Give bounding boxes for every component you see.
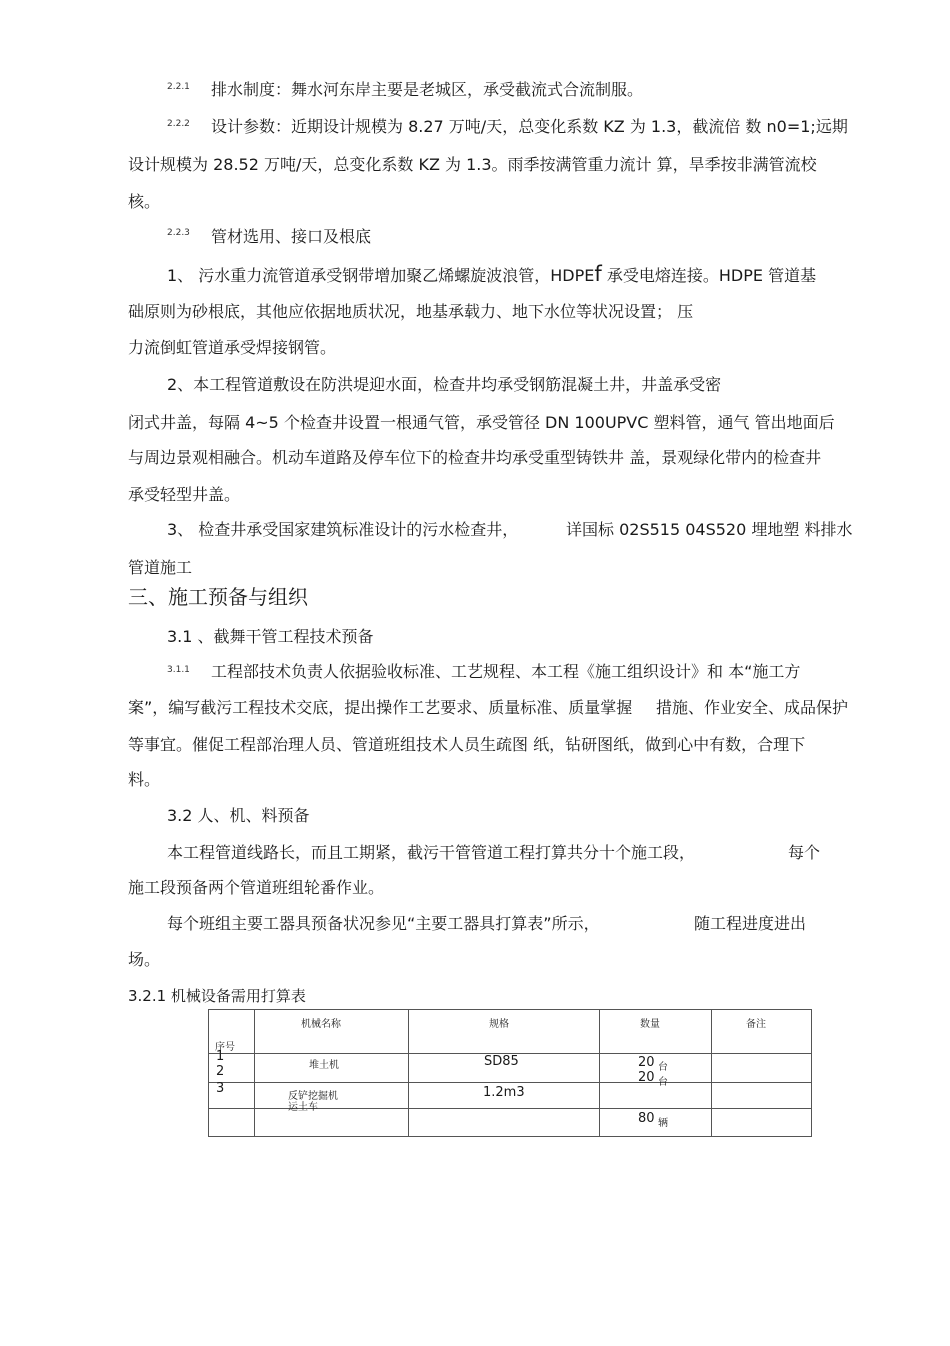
header-cell-qty <box>600 1010 712 1054</box>
header-qty: 数量 <box>640 1019 660 1030</box>
paragraph-3-1-1-line-4: 料。 <box>128 770 161 789</box>
item-1-text-b: 承受电熔连接。HDPE 管道基 <box>601 266 817 285</box>
seq-3: 3 <box>216 1081 225 1096</box>
paragraph-3-2-a-text-a: 本工程管道线路长，而且工期紧，截污干管管道工程打算共分十个施工段， <box>167 843 696 862</box>
paragraph-3-2-b-text-a: 每个班组主要工器具预备状况参见“主要工器具打算表”所示， <box>167 914 600 933</box>
header-cell-spec <box>409 1010 600 1054</box>
section-number-2-2-1: 2.2.1 <box>167 82 190 92</box>
seq-2: 2 <box>216 1064 225 1079</box>
qty-3-unit: 辆 <box>658 1118 668 1129</box>
paragraph-3-2-a-line-2: 施工段预备两个管道班组轮番作业。 <box>128 878 385 897</box>
item-3-text-a: 3、 检查井承受国家建筑标准设计的污水检查井， <box>167 520 519 539</box>
qty-2-unit: 台 <box>658 1077 668 1088</box>
header-cell-seq <box>209 1010 255 1054</box>
paragraph-3-2-b-text-b: 随工程进度进出 <box>694 914 807 933</box>
paragraph-3-2-a-text-b: 每个 <box>788 843 821 862</box>
spec-sd85: SD85 <box>484 1054 519 1069</box>
name-dump-truck: 运土车 <box>288 1102 318 1113</box>
item-2-line-1: 2、本工程管道敷设在防洪堤迎水面，检查井均承受钢筋混凝土井，井盖承受密 <box>167 375 722 394</box>
paragraph-design-params-line-2: 设计规模为 28.52 万吨/天，总变化系数 KZ 为 1.3。雨季按满管重力流计 算，旱季按非满管流校 <box>128 155 817 174</box>
table-row <box>209 1109 812 1137</box>
header-note: 备注 <box>746 1019 766 1030</box>
item-3-text-b: 详国标 02S515 04S520 埋地塑 料排水 <box>566 520 853 539</box>
item-1-line-1 <box>167 264 816 286</box>
table-header-row <box>209 1010 812 1054</box>
paragraph-design-params-line-1: 设计参数：近期设计规模为 8.27 万吨/天，总变化系数 KZ 为 1.3，截流倍 数 n0=1;远期 <box>211 117 848 136</box>
item-2-line-3: 与周边景观相融合。机动车道路及停车位下的检查井均承受重型铸铁井 盖，景观绿化带内的检查井 <box>128 448 822 467</box>
paragraph-3-1-1-line-3: 等事宜。催促工程部治理人员、管道班组技术人员生疏图 纸，钻研图纸，做到心中有数，合理下 <box>128 735 806 754</box>
item-1-text-a: 1、 污水重力流管道承受钢带增加聚乙烯螺旋波浪管，HDPE <box>167 266 595 285</box>
subheading-3-2: 3.2 人、机、料预备 <box>167 806 310 825</box>
item-1-line-3: 力流倒虹管道承受焊接钢管。 <box>128 338 337 357</box>
header-seq: 序号 <box>215 1042 235 1053</box>
qty-1-unit: 台 <box>658 1062 668 1073</box>
item-3-line-2: 管道施工 <box>128 558 193 577</box>
paragraph-3-2-b-line-2: 场。 <box>128 950 161 969</box>
header-cell-note <box>712 1010 812 1054</box>
name-backhoe: 反铲挖掘机 <box>288 1091 338 1102</box>
name-bulldozer: 堆土机 <box>309 1060 339 1071</box>
item-2-line-2: 闭式井盖，每隔 4~5 个检查井设置一根通气管，承受管径 DN 100UPVC 塑料管，通气 管出地面后 <box>128 413 835 432</box>
qty-3-num: 80 <box>638 1111 655 1126</box>
table-caption: 3.2.1 机械设备需用打算表 <box>128 987 306 1005</box>
item-2-line-4: 承受轻型井盖。 <box>128 485 241 504</box>
paragraph-3-1-1-line-2a: 案”，编写截污工程技术交底，提出操作工艺要求、质量标准、质量掌握 <box>128 698 633 717</box>
header-cell-name <box>255 1010 409 1054</box>
section-number-2-2-3: 2.2.3 <box>167 228 190 238</box>
paragraph-3-1-1-line-1: 工程部技术负责人依据验收标准、工艺规程、本工程《施工组织设计》和 本“施工方 <box>211 662 801 681</box>
subheading-pipe-materials: 管材选用、接口及根底 <box>211 227 372 246</box>
machinery-table <box>208 1009 812 1137</box>
subheading-3-1: 3.1 、截舞干管工程技术预备 <box>167 627 374 646</box>
heading-construction-preparation: 三、施工预备与组织 <box>128 585 308 609</box>
table-row <box>209 1054 812 1083</box>
paragraph-3-1-1-line-2b: 措施、作业安全、成品保护 <box>656 698 849 717</box>
spec-1-2m3: 1.2m3 <box>483 1085 525 1100</box>
paragraph-design-params-line-3: 核。 <box>128 192 161 211</box>
section-number-2-2-2: 2.2.2 <box>167 119 190 129</box>
table-row <box>209 1083 812 1109</box>
qty-2-num: 20 <box>638 1070 655 1085</box>
header-spec: 规格 <box>489 1019 509 1030</box>
qty-1-num: 20 <box>638 1055 655 1070</box>
section-number-3-1-1: 3.1.1 <box>167 665 190 675</box>
seq-1: 1 <box>216 1049 225 1064</box>
item-1-line-2: 础原则为砂根底，其他应依据地质状况，地基承载力、地下水位等状况设置； 压 <box>128 302 694 321</box>
item-1-superscript-f: f <box>594 262 602 286</box>
paragraph-drainage-system: 排水制度：舞水河东岸主要是老城区，承受截流式合流制服。 <box>211 80 644 99</box>
header-name: 机械名称 <box>301 1019 341 1030</box>
